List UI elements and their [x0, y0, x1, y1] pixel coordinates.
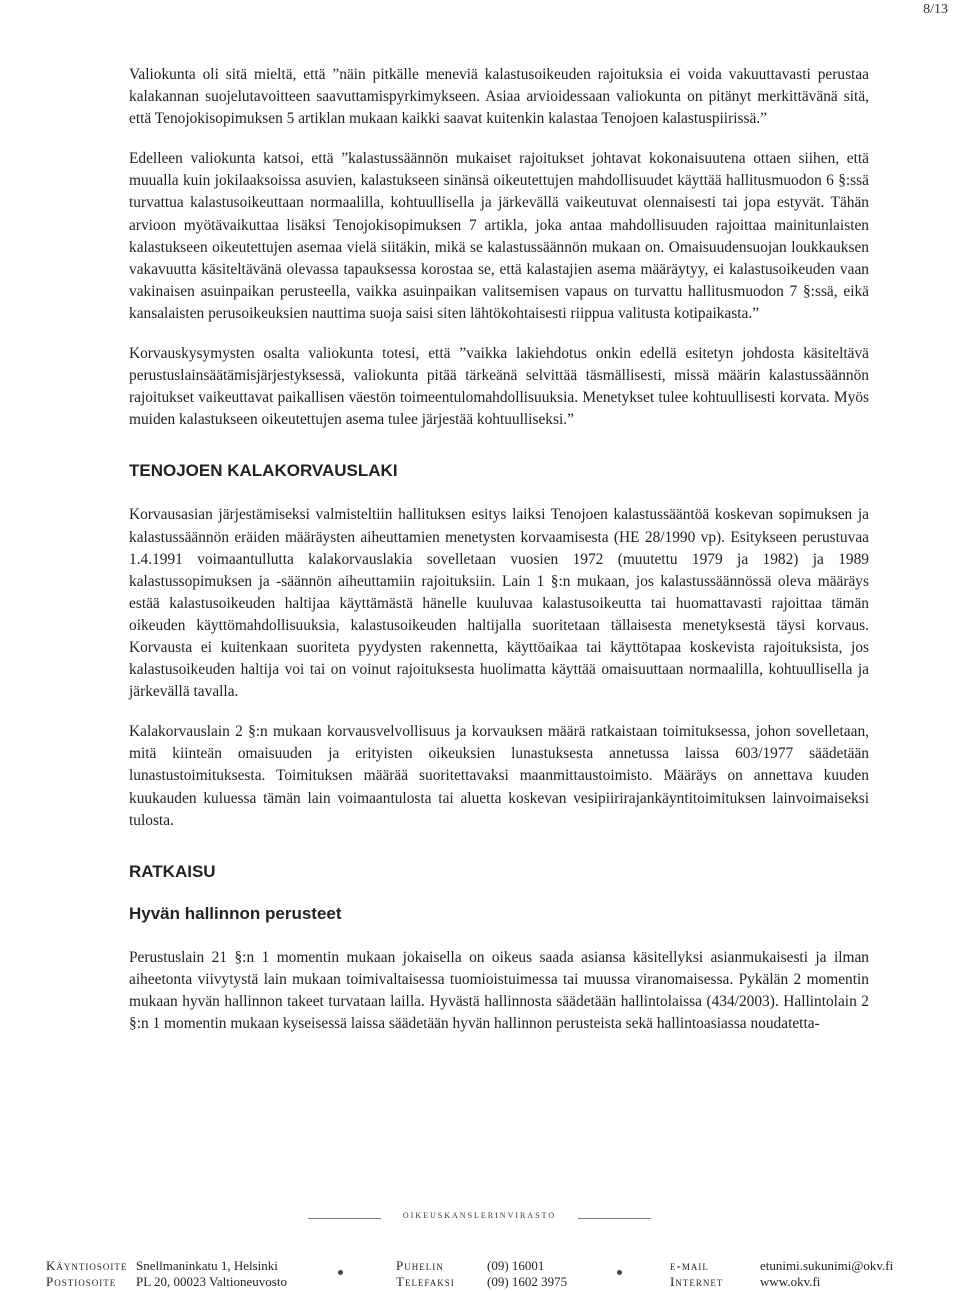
logo-rule-left [308, 1218, 381, 1219]
footer-logo [0, 1207, 960, 1237]
footer-contact [0, 1257, 960, 1289]
phone-value: (09) 16001 [487, 1258, 545, 1273]
separator-dot-icon [338, 1270, 343, 1275]
paragraph: Kalakorvauslain 2 §:n mukaan korvausvelvollisuus ja korvauksen määrä ratkaistaan toimituksessa, johon sovelletaan, mitä kiinteän omaisuuden ja erityisten oikeuksien lunastuksesta annetussa laissa 603/1977 säädetään lunastustoimituksesta. Toimituksen määrää suoritettavaksi maanmittaustoimisto. Määräys on annettava kuuden kuukauden kuluessa tämän lain voimaantulosta tai aluetta koskevan vesipiirirajankäyntitoimituksen lainvoimaiseksi tulosta. [129, 723, 869, 829]
section-heading: TENOJOEN KALAKORVAUSLAKI [129, 461, 398, 481]
ratkaisu-heading: RATKAISU [129, 861, 216, 881]
document-body [129, 64, 869, 1035]
phone-label: Puhelin [396, 1258, 444, 1273]
paragraph: Perustuslain 21 §:n 1 momentin mukaan jokaisella on oikeus saada asiansa käsitellyksi asianmukaisesti ja ilman aiheetonta viivytystä lain mukaan toimivaltaisessa tuomioistuimessa tai muussa viranomaisessa. Pykälän 2 momentin mukaan hyvän hallinnon takeet turvataan lailla. Hyvästä hallinnosta säädetään hallintolaissa (434/2003). Hallintolain 2 §:n 1 momentin mukaan kyseisessä laissa säädetään hyvän hallinnon perusteista sekä hallintoasiassa noudatetta- [129, 948, 869, 1032]
visit-label: Käyntiosoite [46, 1258, 128, 1273]
paragraph: Korvauskysymysten osalta valiokunta totesi, että ”vaikka lakiehdotus onkin edellä esitetyn johdosta käsiteltävä perustuslainsäätämisjärjestyksessä, valiokunta pitää tärkeänä selvittää täsmällisesti, missä määrin kalastussäännön rajoitukset vaikeuttavat paikallisen väestön toimeentulomahdollisuuksia. Menetykset tulee kohtuullisesti korvata. Myös muiden kalastukseen oikeutettujen asema tulee järjestää kohtuulliseksi.” [129, 345, 869, 429]
post-label: Postiosoite [46, 1274, 117, 1289]
brand-name: oikeuskanslerinvirasto [402, 1207, 557, 1221]
internet-label: Internet [670, 1274, 724, 1289]
fax-label: Telefaksi [396, 1274, 455, 1289]
email-label: e-mail [670, 1258, 709, 1273]
sub-heading: Hyvän hallinnon perusteet [129, 903, 342, 923]
visit-value: Snellmaninkatu 1, Helsinki [136, 1258, 278, 1273]
paragraph: Korvausasian järjestämiseksi valmisteltiin hallituksen esitys laiksi Tenojoen kalastussääntöä koskevan sopimuksen ja kalastussäännön eräiden määräysten aiheuttamien menetysten korvaamisesta (HE 28/1990 vp). Esitykseen perustuvaa 1.4.1991 voimaantullutta kalakorvauslakia sovelletaan vuosien 1972 (muutettu 1979 ja 1982) ja 1989 kalastussopimuksen ja -säännön aiheuttamiin rajoituksiin. Lain 1 §:n mukaan, jos kalastussäännössä oleva määräys estää kalastusoikeuden haltijaa käyttämästä hänelle kuuluvaa kalastusoikeutta tai huomattavasti rajoittaa tämän oikeuden käyttömahdollisuuksia, kalastusoikeuden haltijalla suoritetaan tällaisesta menetyksestä täysi korvaus. Korvausta ei kuitenkaan suoriteta pyydysten rakennetta, käyttöaikaa tai käyttötapaa koskevista rajoituksista, jos kalastusoikeuden haltija voi tai on voinut rajoituksesta huolimatta käyttää omaisuuttaan normaalilla, kohtuullisella ja järkevällä tavalla. [129, 506, 869, 701]
paragraph: Edelleen valiokunta katsoi, että ”kalastussäännön mukaiset rajoitukset johtavat kokonaisuutena ottaen siihen, että muualla kuin jokilaaksoissa asuvien, kalastukseen sinänsä oikeutettujen mahdollisuudet käyttää hallitusmuodon 6 §:ssä turvattua kalastusoikeuttaan normaalilla, kohtuullisella ja järkevällä vaikeutuvat olennaisesti tai jopa estyvät. Tähän arvioon myötävaikuttaa lisäksi Tenojokisopimuksen 7 artikla, joka antaa mahdollisuuden rajoittaa mainitunlaisten kalastukseen oikeutettujen asemaa vielä siitäkin, mikä se kalastussäännön mukaan on. Omaisuudensuojan loukkauksen vakavuutta käsiteltävänä olevassa tapauksessa korostaa se, että kalastajien asema määräytyy, ei kalastusoikeuden vaan vakinaisen asuinpaikan perusteella, vaikka asuinpaikan valitsemisen vapaus on turvattu hallitusmuodon 7 §:ssä, eikä kansalaisten perusoikeuksien nauttima suoja saisi siten lähtökohtaisesti riippua valitusta kotipaikasta.” [129, 150, 869, 322]
post-value: PL 20, 00023 Valtioneuvosto [136, 1274, 287, 1289]
fax-value: (09) 1602 3975 [487, 1274, 568, 1289]
logo-rule-right [578, 1218, 651, 1219]
email-value[interactable]: etunimi.sukunimi@okv.fi [760, 1258, 894, 1273]
paragraph: Valiokunta oli sitä mieltä, että ”näin pitkälle meneviä kalastusoikeuden rajoituksia ei voida vakuuttavasti perustaa kalakannan suojelutavoitteen saavuttamispyrkimykseen. Asiaa arvioidessaan valiokunta on pitänyt merkittävänä sitä, että Tenojokisopimuksen 5 artiklan mukaan kaikki saavat kuitenkin kalastaa Tenojoen kalastuspiirissä.” [129, 66, 869, 128]
page-number: 8/13 [923, 2, 948, 17]
internet-value[interactable]: www.okv.fi [760, 1274, 821, 1289]
separator-dot-icon [617, 1270, 622, 1275]
